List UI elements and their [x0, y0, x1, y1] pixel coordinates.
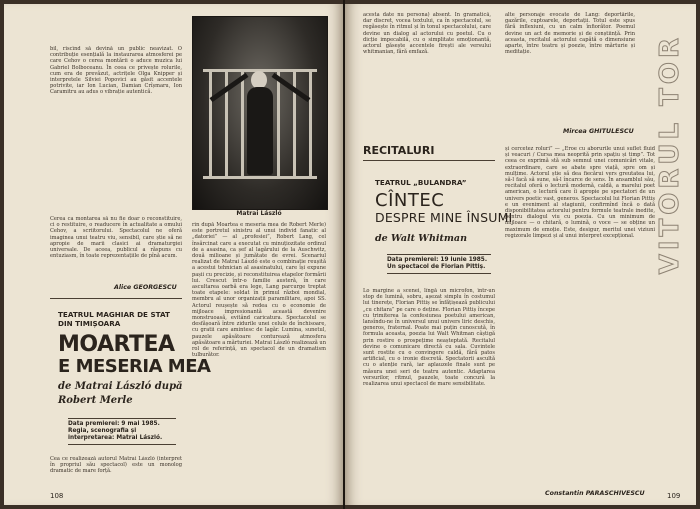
section-heading: RECITALURI: [363, 144, 435, 157]
left-col1-bottom-text: Cerea ca montarea să nu fie doar o reconstituire, ci o restituire, o readucere în actualitate a omului Cehov, a scriitorului. Spectacolul ne oferă imaginea unui teatru viu, sensibil, care știe să ne apropie de marii clasici ai dramaturgiei universale. De aceea, publicul a răspuns cu entuziasm, în toate reprezentațiile de pînă acum.: [50, 216, 182, 260]
left-col1-final-text: Cea ce realizează autorul Matrai László (interpret în propriul său spectacol) este un monolog dramatic de mare forță.: [50, 456, 182, 475]
left-direction-credit: Regia, scenografia și interpretarea: Matrai László.: [68, 428, 163, 441]
right-col2-top-text: alte personaje evocate de Lang: deportările, gazările, cuptoarele, deportații. Totul este spus fără inflexiuni, cu un calm înfiorător. Poemul devine un act de memorie și de conștiință. Prin aceasta, recitalul actorului capătă o dimensiune aparte, între teatru și poezie, între mărturie și meditație.: [505, 12, 635, 56]
left-premiere-box: [68, 418, 176, 445]
right-col1-body-text: Lo margine a scenei, lîngă un microfon, într-un stop de lumină, sobru, așezat simplu în costumul lui tinerețe, Florian Pittiș se înfățișează publicului „cu chitara” pe care o deține. Florian Pittiș începe cu trimiterea la confesiunea poetului american, lansîndu-ne în universul unui univers liric deschis, generos, fraternal. Poate mai puțin cunoscută, în formula aceasta, poezia lui Walt Whitman câștigă prin rostire o prospețime neașteptată. Recitalul devine o comunicare directă cu sala. Cuvintele sunt rostite cu o convingere caldă, fără patos artificial, cu o ironie discretă. Spectatorii ascultă cu o atenție rară, iar aplauzele finale sunt pe măsura unei seri de teatru autentic. Adaptarea versurilor, ritmul, pauzele, toate concură la realizarea unui spectacol de mare sensibilitate.: [363, 288, 495, 388]
left-col2-text: rin după Moartea e meseria mea de Robert Merle) este portretul sinistru al unui individ fanatic al „datoriei” — al „profesiei”, Robert Lang, cel însărcinat care a executat cu minuțiozitate ordinul de a asasina, ca șef al lagărului de la Auschwitz, două milioane și jumătate de evrei. Scenariul realizat de Matrai László este o combinație reușită a acestui tehnician al asasinatului, care își expune pașii cu precizie, și reconstituirea etapelor formării lui. Crescut într-o familie austeră, în care ascultarea oarbă era lege, Lang parcurge treptat toate etapele: soldat în primul război mondial, membru al unor organizații paramilitare, apoi SS. Actorul reușește să redea cu o economie de mijloace impresionantă această devenire monstruoasă, evitând caricatura. Spectacolul se desfășoară între zidurile unei celule de închisoare, cu gratii care amintesc de lagăr. Lumina, sunetul, pauzele apăsătoare conturează atmosfera apăsătoare a mărturiei. Matrai László realizează un rol de referință, un spectacol de un dramatism tulburător.: [192, 222, 326, 359]
left-page: [4, 4, 343, 505]
right-premiere-date: Data premierei: 19 iunie 1985.: [387, 257, 488, 263]
right-col1-top-text: acesta date nu persona) absent. În gramatică, dar discret, vocea textului, ca în spectacolul, se regăsește în ritmul și în tonul spectacolului, care devine un dialog al actorului cu poetul. Cu o dicție impecabilă, cu o simplitate emoționantă, actorul găsește accentele firești ale versului whitmanian, fără emfază.: [363, 12, 491, 56]
vertical-section-title: [655, 34, 691, 334]
left-title-line2: E MESERIA MEA: [58, 356, 211, 377]
left-subtitle-line1: de Matrai László după: [58, 381, 183, 392]
left-premiere-date: Data premierei: 9 mai 1985.: [68, 421, 160, 427]
left-subtitle-line2: Robert Merle: [58, 395, 133, 406]
right-performer-credit: Un spectacol de Florian Pittiș.: [387, 264, 486, 270]
right-col2-bottom-signature: Constantin PARASCHIVESCU: [545, 490, 645, 497]
actor-photo: [192, 16, 328, 210]
right-col2-body-text: și cercetez roluri” — „Eroe cu aborurile unui suflet fluid și veacuri / Cursa mea neoprită prin spațiu și timp”. Tot ceea ce exprimă stă sub semnul unei comunicări vitale, extraordinare, care se abate spre viață, spre om și mulțime. Actorul știe să dea fiecărui vers greutatea lui, să-l facă să sune, să-l încarce de sens. În ansamblul său, recitalul oferă o lectură modernă, caldă, a marelui poet american, o lectură care îi apropie pe spectatori de un univers poetic vast, generos. Spectacolul lui Florian Pittiș e un eveniment al stagiunii, confirmînd încă o dată disponibilitatea actorului pentru formule teatrale inedite, pentru dialogul viu cu poezia. Cu un minimum de mijloace — o chitară, o lumină, o voce — se obține un maximum de emoție. Este, desigur, meritul unei viziuni regizorale limpezi și al unui interpret excepțional.: [505, 146, 655, 239]
left-col1-signature: Alice GEORGESCU: [114, 284, 177, 291]
right-title-line1: CÎNTEC: [375, 190, 445, 211]
left-title-line1: MOARTEA: [58, 332, 175, 357]
right-title-line2: DESPRE MINE ÎNSUMI: [375, 210, 513, 225]
section-rule: [363, 160, 495, 161]
right-author: de Walt Whitman: [375, 233, 467, 244]
left-divider: [50, 298, 182, 299]
right-page-number: 109: [667, 492, 681, 500]
right-theatre-name: TEATRUL „BULANDRA”: [375, 178, 467, 187]
left-theatre-name: TEATRUL MAGHIAR DE STAT DIN TIMIȘOARA: [58, 310, 170, 328]
left-page-number: 108: [50, 492, 64, 500]
right-premiere-box: [387, 254, 491, 274]
vertical-title-text: VITORUL TOR: [655, 34, 685, 275]
actor-figure-body: [247, 87, 273, 175]
photo-caption: Matrai László: [236, 210, 282, 217]
right-col2-signature: Mircea GHITULESCU: [563, 128, 634, 135]
left-col1-top-text: bil, riscînd să devină un public neavizat. O contribuție esențială la instaurarea atmosferei pe care Cehov o cerea montării o aduce muzica lui Gabriel Bolboceanu. În ceea ce privește rolurile, cum era de prevăzut, actrițele Olga Knipper și interpretele Silviei Popovici au găsit accentele potrivite, iar Ion Lucian, Damian Crîșmaru, Ion Caramitru au adus o vibrație autentică.: [50, 46, 182, 96]
right-page: [345, 4, 696, 505]
